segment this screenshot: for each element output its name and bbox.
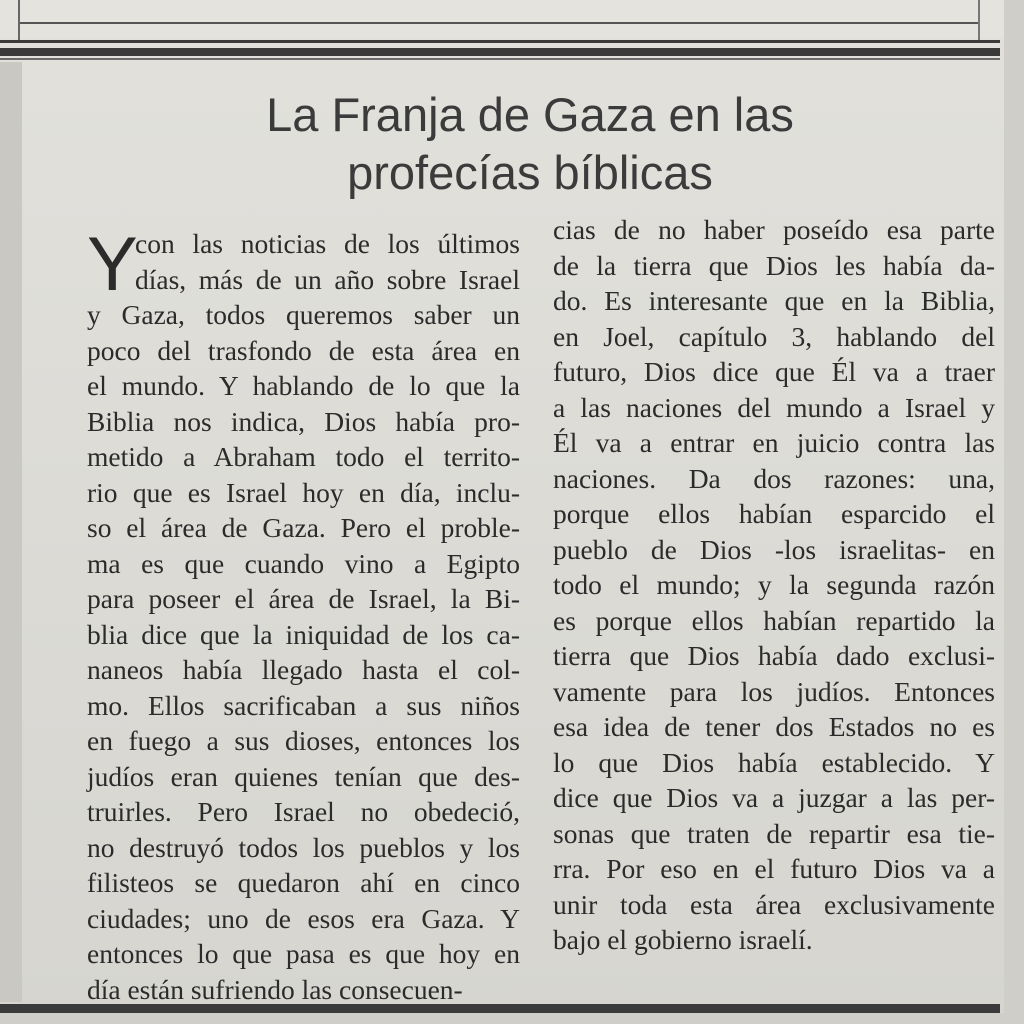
text-line: ciudades; uno de esos era Gaza. Y xyxy=(87,902,520,934)
text-line: porque ellos habían esparcido el xyxy=(553,498,995,529)
text-line: lo que Dios había establecido. Y xyxy=(553,746,995,778)
text-line: filisteos se quedaron ahí en cinco xyxy=(87,867,520,898)
left-column-rule xyxy=(18,0,20,40)
right-column-rule xyxy=(978,0,980,40)
text-line: entonces lo que pasa es que hoy en xyxy=(87,938,520,969)
text-line: naciones. Da dos razones: una, xyxy=(553,462,995,494)
text-line: tierra que Dios había dado exclusi- xyxy=(553,640,995,671)
text-line: judíos eran quienes tenían que des- xyxy=(87,760,520,792)
text-line: Él va a entrar en juicio contra las xyxy=(553,427,995,458)
text-line: blia dice que la iniquidad de los ca- xyxy=(87,618,520,650)
text-line: es porque ellos habían repartido la xyxy=(553,604,995,636)
text-line: poco del trasfondo de esta área en xyxy=(87,334,520,366)
text-line: unir toda esta área exclusivamente xyxy=(553,888,995,920)
text-line: do. Es interesante que en la Biblia, xyxy=(553,285,995,316)
drop-cap: Y xyxy=(87,222,138,307)
text-line: a las naciones del mundo a Israel y xyxy=(553,391,995,423)
text-line: ma es que cuando vino a Egipto xyxy=(87,547,520,579)
text-line: sonas que traten de repartir esa tie- xyxy=(553,817,995,849)
text-line: esa idea de tener dos Estados no es xyxy=(553,711,995,742)
text-line: días, más de un año sobre Israel xyxy=(135,263,520,295)
previous-article-strip xyxy=(0,0,1024,38)
text-line: so el área de Gaza. Pero el proble- xyxy=(87,512,520,543)
text-line: futuro, Dios dice que Él va a traer xyxy=(553,356,995,387)
bottom-page-edge xyxy=(0,1013,1024,1024)
text-line: en fuego a sus dioses, entonces los xyxy=(87,725,520,756)
text-line: bajo el gobierno israelí. xyxy=(553,924,813,955)
text-line: de la tierra que Dios les había da- xyxy=(553,249,995,281)
left-text-column xyxy=(87,222,520,1007)
text-line: no destruyó todos los pueblos y los xyxy=(87,831,520,863)
text-line: dice que Dios va a juzgar a las per- xyxy=(553,782,995,813)
top-thick-rule xyxy=(0,48,1000,56)
right-text-column xyxy=(553,212,995,958)
text-line: para poseer el área de Israel, la Bi- xyxy=(87,583,520,614)
text-line: en Joel, capítulo 3, hablando del xyxy=(553,320,995,352)
left-margin-shade xyxy=(0,62,22,1002)
title-line-2: profecías bíblicas xyxy=(347,146,713,199)
text-line: pueblo de Dios -los israelitas- en xyxy=(553,533,995,565)
text-line: naneos había llegado hasta el col- xyxy=(87,654,520,685)
text-line: mo. Ellos sacrificaban a sus niños xyxy=(87,689,520,721)
text-line: todo el mundo; y la segunda razón xyxy=(553,569,995,600)
text-line: vamente para los judíos. Entonces xyxy=(553,675,995,707)
text-line: rio que es Israel hoy en día, inclu- xyxy=(87,476,520,508)
top-thin-rule xyxy=(20,22,980,24)
right-page-edge xyxy=(1004,0,1024,1024)
text-line: el mundo. Y hablando de lo que la xyxy=(87,370,520,401)
article-title xyxy=(200,86,860,202)
text-line: y Gaza, todos queremos saber un xyxy=(87,299,520,330)
bottom-divider-rule xyxy=(0,1004,1000,1013)
text-line: día están sufriendo las consecuen- xyxy=(87,973,463,1005)
top-hair-rule xyxy=(0,58,1000,60)
text-line: metido a Abraham todo el territo- xyxy=(87,441,520,472)
text-line: cias de no haber poseído esa parte xyxy=(553,214,995,245)
text-line: Biblia nos indica, Dios había pro- xyxy=(87,405,520,437)
text-line: truirles. Pero Israel no obedeció, xyxy=(87,796,520,827)
title-line-1: La Franja de Gaza en las xyxy=(266,88,794,141)
text-line: con las noticias de los últimos xyxy=(135,228,520,259)
text-line: rra. Por eso en el futuro Dios va a xyxy=(553,853,995,884)
top-divider-rule xyxy=(0,40,1000,43)
